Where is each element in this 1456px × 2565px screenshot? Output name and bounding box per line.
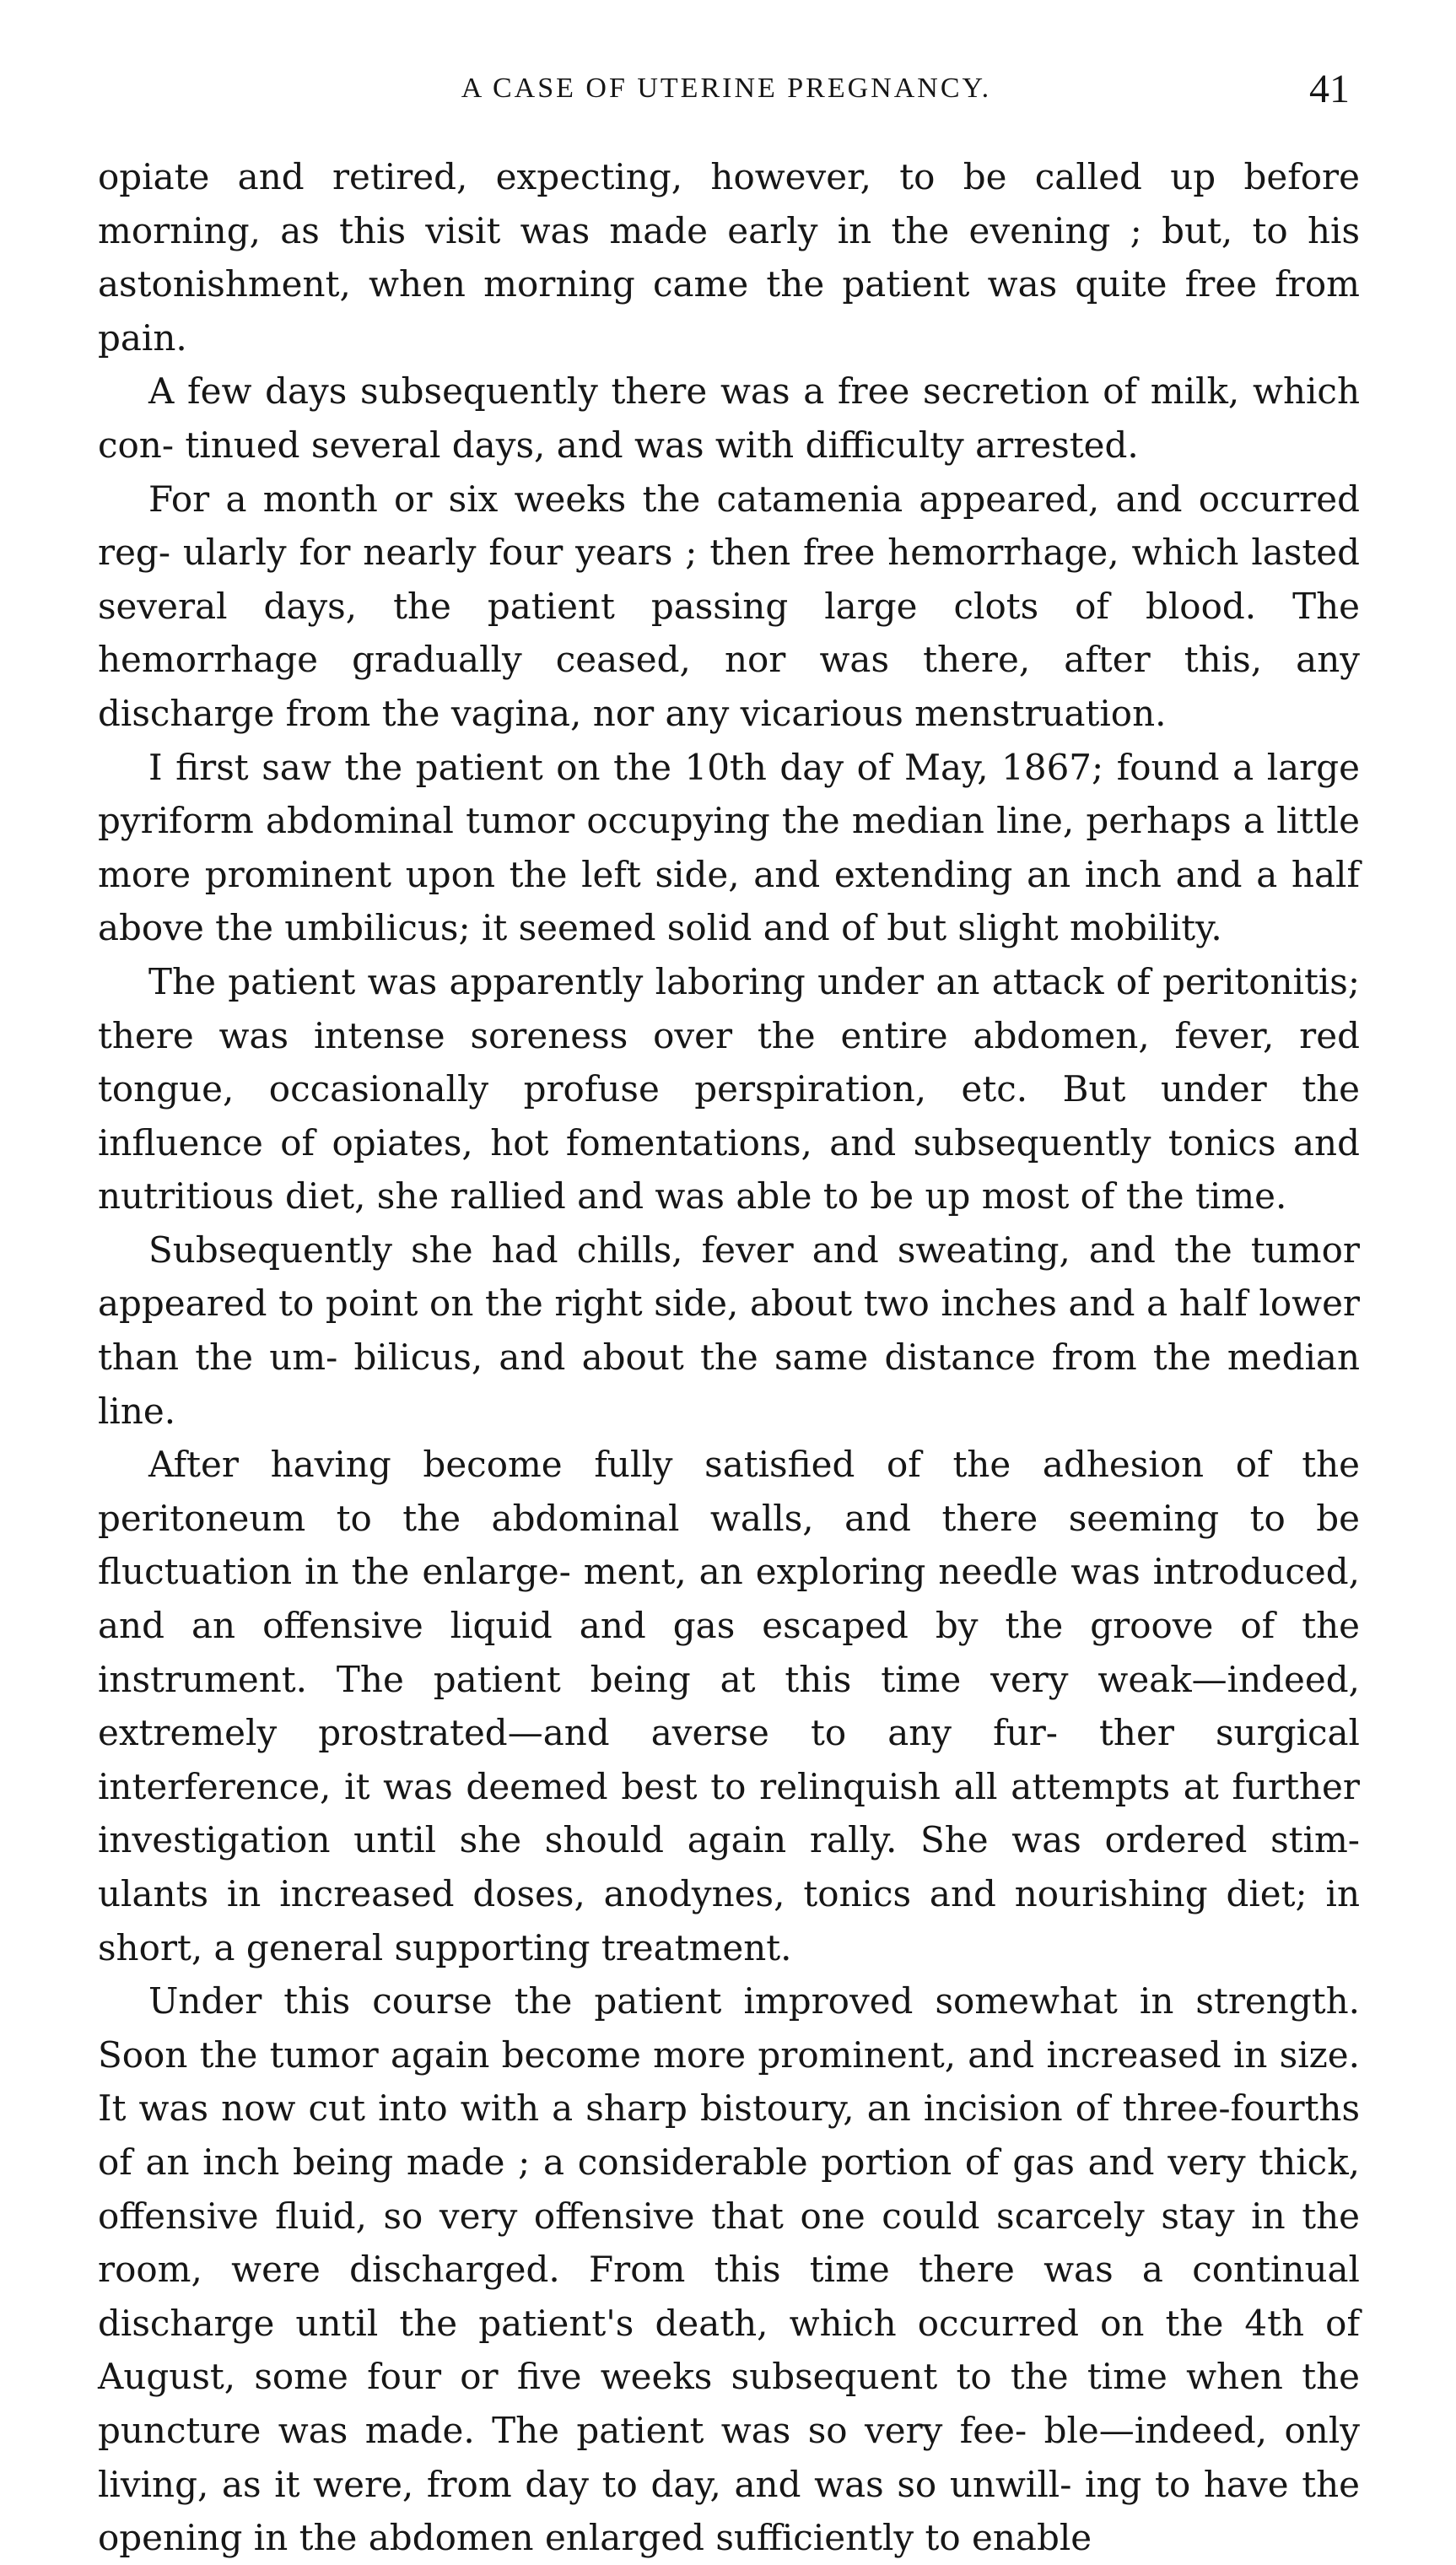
paragraph: Under this course the patient improved somewhat in strength. Soon the tumor again become more prominent, and increased in size. It was now cut into with a sharp bistoury, an incision of three-fourths of an inch being made ; a considerable portion of gas and very thick, offensive fluid, so very offensive that one could scarcely stay in the room, were discharged. From this time there was a continual discharge until the patient's death, which occurred on the 4th of August, some four or five weeks subsequent to the time when the puncture was made. The patient was so very fee- ble—indeed, only living, as it were, from day to day, and was so unwill- ing to have the opening in the abdomen enlarged sufficiently to enable (98, 1980, 1360, 2559)
paragraph-continuation: opiate and retired, expecting, however, to be called up before morning, as this visit was made early in the evening ; but, to his astonishment, when morning came the patient was quite free from pain. (98, 156, 1360, 359)
body-text (98, 150, 1360, 2565)
page-number: 41 (1309, 67, 1350, 111)
paragraph: After having become fully satisfied of the adhesion of the peritoneum to the abdominal walls, and there seeming to be fluctuation in the enlarge- ment, an exploring needle was introduced, and an offensive liquid and gas escaped by the groove of the instrument. The patient being at this time very weak—indeed, extremely prostrated—and averse to any fur- ther surgical interference, it was deemed best to relinquish all attempts at further investigation until she should again rally. She was ordered stim- ulants in increased doses, anodynes, tonics and nourishing diet; in short, a general supporting treatment. (98, 1444, 1360, 1968)
paragraph: For a month or six weeks the catamenia appeared, and occurred reg- ularly for nearly four years ; then free hemorrhage, which lasted several days, the patient passing large clots of blood. The hemorrhage gradually ceased, nor was there, after this, any discharge from the vagina, nor any vicarious menstruation. (98, 478, 1360, 734)
paragraph: I first saw the patient on the 10th day of May, 1867; found a large pyriform abdominal tumor occupying the median line, perhaps a little more prominent upon the left side, and extending an inch and a half above the umbilicus; it seemed solid and of but slight mobility. (98, 746, 1360, 949)
running-header (98, 66, 1355, 113)
paragraph: A few days subsequently there was a free secretion of milk, which con- tinued several days, and was with difficulty arrested. (98, 370, 1360, 466)
running-title: A CASE OF UTERINE PREGNANCY. (461, 73, 992, 104)
paragraph: The patient was apparently laboring under an attack of peritonitis; there was intense soreness over the entire abdomen, fever, red tongue, occasionally profuse perspiration, etc. But under the influence of opiates, hot fomentations, and subsequently tonics and nutritious diet, she rallied and was able to be up most of the time. (98, 960, 1360, 1218)
paragraph: Subsequently she had chills, fever and sweating, and the tumor appeared to point on the right side, about two inches and a half lower than the um- bilicus, and about the same distance from the median line. (98, 1228, 1360, 1432)
